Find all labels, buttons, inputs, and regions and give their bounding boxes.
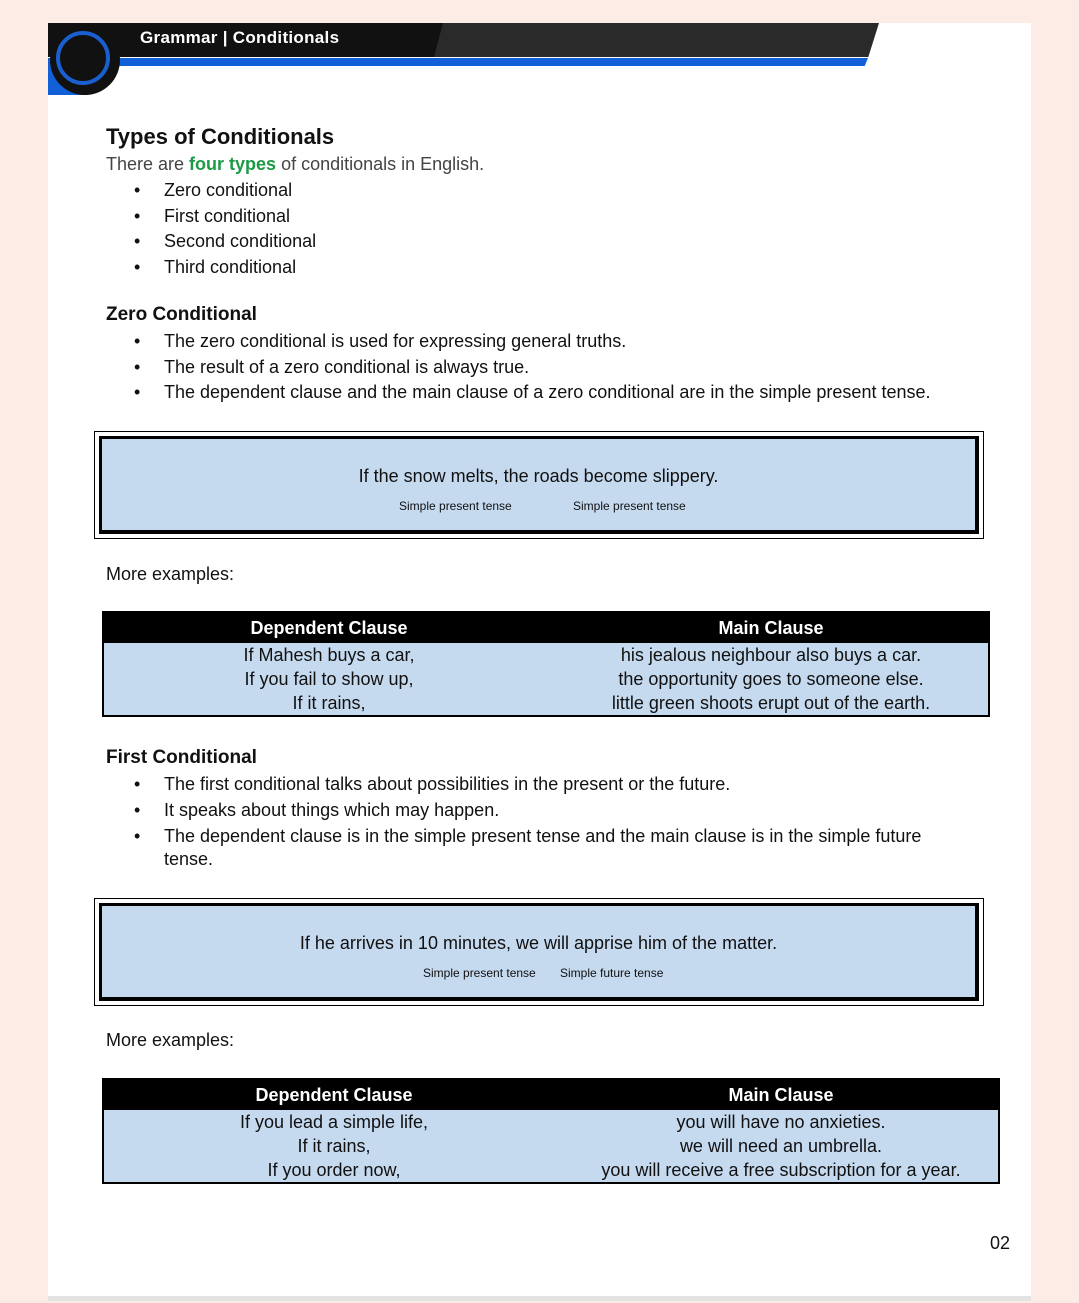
first-example-sentence: If he arrives in 10 minutes, we will apprise him of the matter. [299,933,778,953]
table-cell: little green shoots erupt out of the earth. [554,691,989,716]
zero-examples-table [102,611,990,717]
list-item: • The result of a zero conditional is always true. [106,355,976,381]
first-example-label-right: Simple future tense [560,966,664,980]
intro-text-before: There are [106,154,190,174]
first-more-examples-label: More examples: [106,1030,235,1050]
header-blue-stripe [48,58,868,66]
zero-bullets [106,329,976,406]
first-heading: First Conditional [106,747,257,768]
table-cell: If it rains, [103,1134,564,1158]
table-header-dependent: Dependent Clause [103,612,554,643]
intro-highlight: four types [189,154,277,174]
list-item: • It speaks about things which may happen. [106,798,966,824]
header-title: Grammar | Conditionals [140,28,340,47]
list-item: • The zero conditional is used for expressing general truths. [106,329,976,355]
table-header-dependent: Dependent Clause [103,1079,564,1110]
zero-example-inner [99,436,979,534]
zero-example-label-left: Simple present tense [399,499,512,513]
table-row [103,667,989,691]
list-item: • Zero conditional [106,178,976,204]
zero-more-examples-label: More examples: [106,564,235,584]
zero-heading: Zero Conditional [106,304,257,325]
list-item: • The dependent clause is in the simple present tense and the main clause is in the simple future tense. [106,825,966,871]
table-cell: If it rains, [103,691,554,716]
first-examples-table [102,1078,1000,1184]
first-example-inner [99,903,979,1001]
table-cell: If you order now, [103,1158,564,1183]
table-cell: the opportunity goes to someone else. [554,667,989,691]
table-cell: If Mahesh buys a car, [103,643,554,667]
table-cell: you will have no anxieties. [564,1110,999,1134]
table-header-main: Main Clause [554,612,989,643]
page-shadow [48,1296,1031,1301]
first-example-box [94,898,984,1006]
list-item: • The dependent clause and the main clause of a zero conditional are in the simple present tense. [106,380,976,406]
table-cell: If you fail to show up, [103,667,554,691]
table-row [103,643,989,667]
list-item: • First conditional [106,204,976,230]
zero-example-sentence: If the snow melts, the roads become slippery. [358,466,719,486]
table-cell: you will receive a free subscription for a year. [564,1158,999,1183]
list-item: • Second conditional [106,229,976,255]
first-example-label-left: Simple present tense [423,966,536,980]
table-cell: his jealous neighbour also buys a car. [554,643,989,667]
list-item: • Third conditional [106,255,976,281]
types-heading: Types of Conditionals [106,124,335,149]
page-number: 02 [990,1233,1011,1253]
header-gray-bar [434,23,879,57]
zero-example-box [94,431,984,539]
table-row [103,691,989,716]
table-cell: we will need an umbrella. [564,1134,999,1158]
table-header-main: Main Clause [564,1079,999,1110]
first-bullets [106,772,966,871]
types-intro [106,154,484,175]
table-header-row [103,612,989,643]
table-row [103,1158,999,1183]
zero-example-label-right: Simple present tense [573,499,686,513]
table-cell: If you lead a simple life, [103,1110,564,1134]
header-ring-icon [56,31,110,85]
list-item: • The first conditional talks about possibilities in the present or the future. [106,772,966,798]
intro-text-after: of conditionals in English. [276,154,485,174]
table-header-row [103,1079,999,1110]
table-row [103,1110,999,1134]
table-row [103,1134,999,1158]
types-list [106,178,976,280]
